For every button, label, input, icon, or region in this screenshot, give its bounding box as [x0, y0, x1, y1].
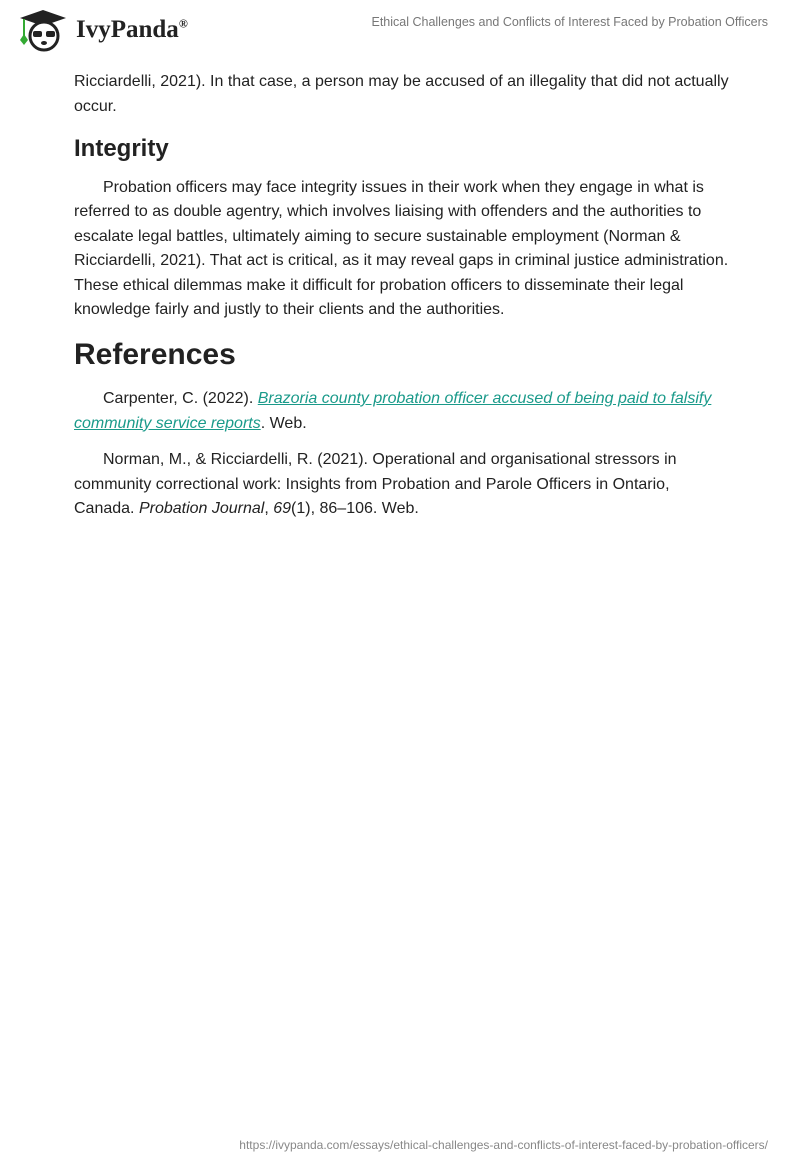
footer-url[interactable]: https://ivypanda.com/essays/ethical-challenges-and-conflicts-of-interest-faced-by-probation-officers/	[239, 1138, 768, 1152]
reference-text: . Web.	[260, 414, 307, 432]
reference-text: (1), 86–106. Web.	[291, 500, 419, 517]
heading-integrity: Integrity	[74, 135, 169, 162]
reference-link[interactable]: Brazoria county probation officer accused of being paid to falsify community service reports	[74, 390, 712, 432]
reference-text: Carpenter, C. (2022).	[103, 390, 258, 407]
reference-item	[74, 448, 734, 522]
panda-logo-icon	[16, 8, 70, 52]
document-title: Ethical Challenges and Conflicts of Interest Faced by Probation Officers	[371, 15, 768, 29]
reference-text: Norman, M., & Ricciardelli, R. (2021). Operational and organisational stressors in community correctional work: Insights from Probation and Parole Officers in Ontario, Canada.	[74, 451, 677, 517]
volume: 69	[273, 500, 292, 517]
ivypanda-logo[interactable]	[16, 8, 188, 52]
registered-mark: ®	[178, 16, 188, 31]
reference-text: ,	[264, 500, 274, 517]
essay-content	[74, 70, 734, 534]
paragraph: Probation officers may face integrity issues in their work when they engage in what is referred to as double agentry, which involves liaising with offenders and the authorities to escalate legal battles, ultimately aiming to secure sustainable employment (Norman & Ricciardelli, 2021). That act is critical, as it may reveal gaps in criminal justice administration. These ethical dilemmas make it difficult for probation officers to disseminate their legal knowledge fairly and justly to their clients and the authorities.	[74, 178, 729, 318]
reference-item	[74, 387, 734, 436]
journal-name: Probation Journal	[138, 500, 265, 517]
brand-name: IvyPanda	[76, 16, 179, 43]
heading-references: References	[74, 337, 236, 371]
paragraph: Ricciardelli, 2021). In that case, a person may be accused of an illegality that did not actually occur.	[74, 73, 729, 115]
